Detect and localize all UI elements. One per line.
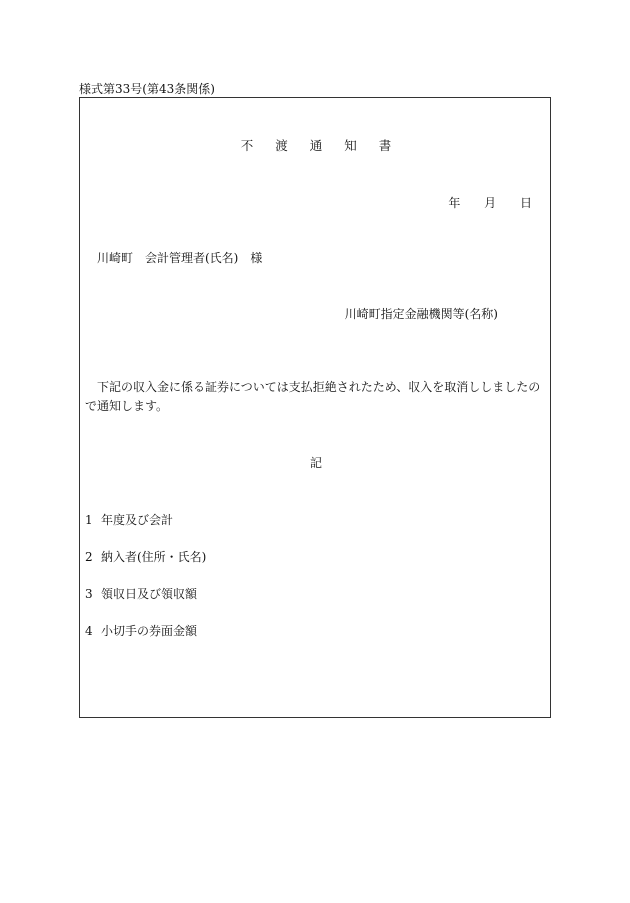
addressee: 川崎町 会計管理者(氏名) 様 [97,251,263,265]
list-item [85,585,197,602]
notice-body: 下記の収入金に係る証券については支払拒絶されたため、収入を取消ししましたので通知します。 [85,380,541,413]
item-number: 4 [85,624,93,638]
document-title: 不渡通知書 [240,138,414,153]
item-label: 年度及び会計 [101,513,174,527]
list-item [85,548,206,565]
list-item [85,622,197,639]
date-line: 年 月 日 [448,196,532,210]
item-label: 小切手の券面金額 [101,624,198,638]
form-number-label: 様式第33号(第43条関係) [79,82,215,96]
ki-heading: 記 [309,456,322,470]
notice-frame [79,97,551,718]
item-label: 領収日及び領収額 [101,587,198,601]
item-number: 2 [85,550,93,564]
item-number: 1 [85,513,93,527]
institution-name: 川崎町指定金融機関等(名称) [344,307,498,321]
list-item [85,511,173,528]
item-label: 納入者(住所・氏名) [101,550,207,564]
item-number: 3 [85,587,93,601]
